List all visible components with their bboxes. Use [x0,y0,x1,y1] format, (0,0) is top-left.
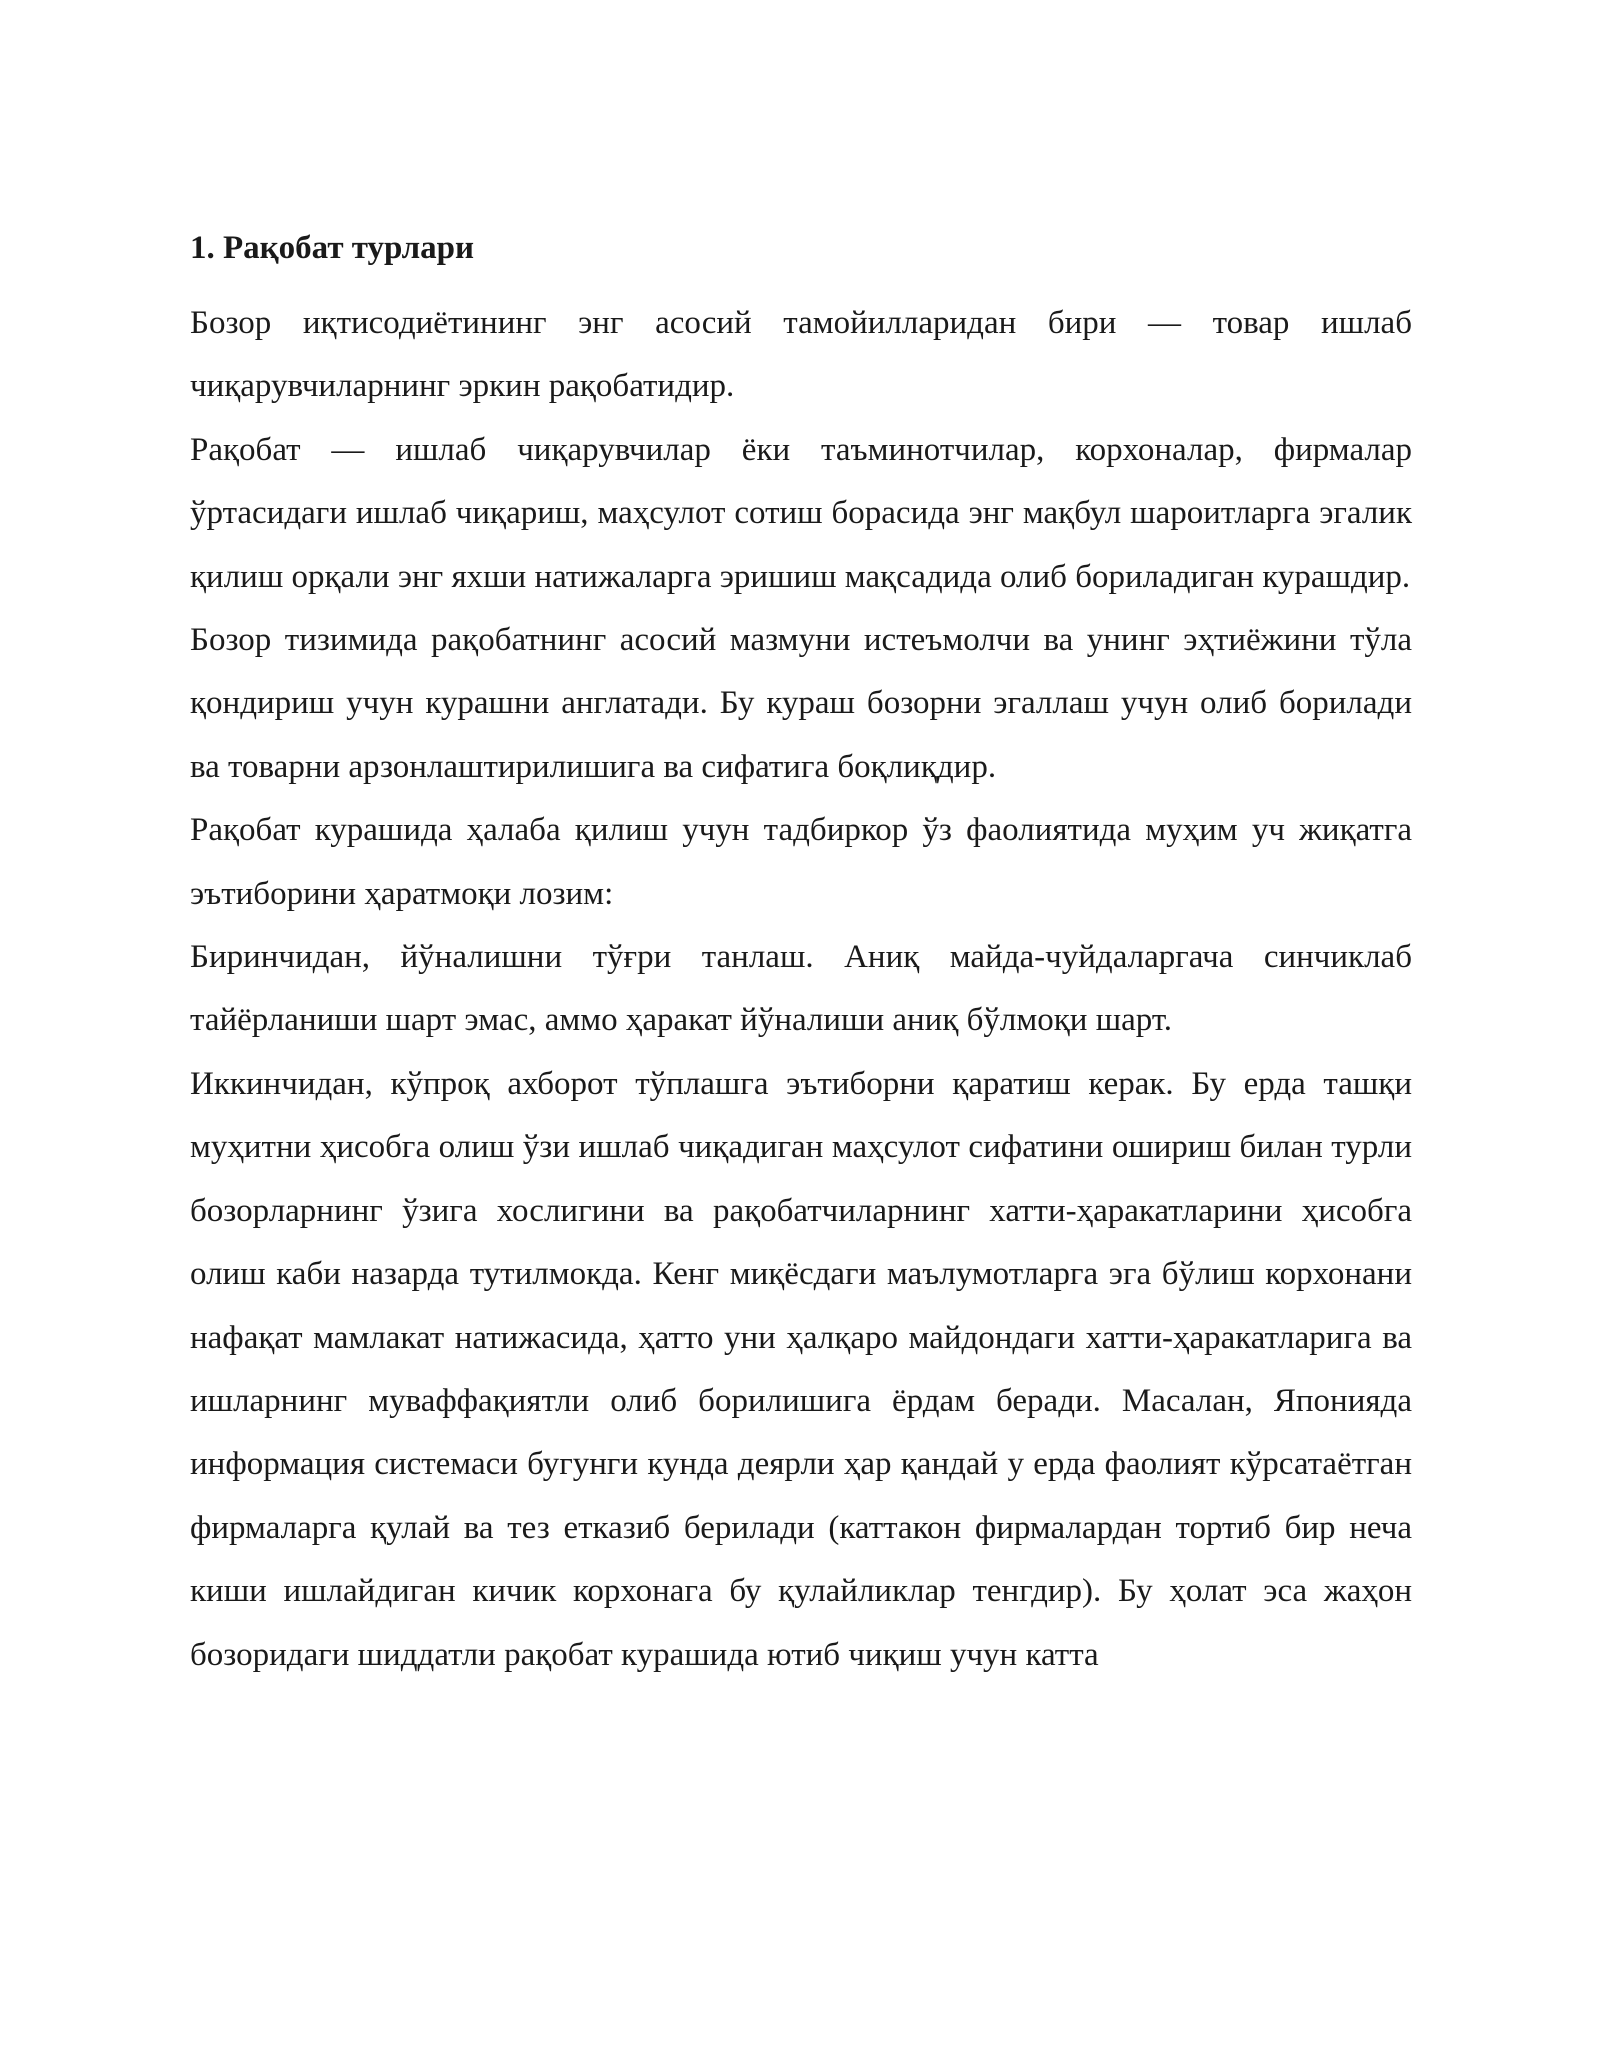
paragraph-6: Иккинчидан, кўпроқ ахборот тўплашга эътиборни қаратиш керак. Бу ерда ташқи муҳитни ҳисобга олиш ўзи ишлаб чиқадиган маҳсулот сифатини ошириш билан турли бозорларнинг ўзига хослигини ва рақобатчиларнинг хатти-ҳаракатларини ҳисобга олиш каби назарда тутилмокда. Кенг миқёсдаги маълумотларга эга бўлиш корхонани нафақат мамлакат натижасида, ҳатто уни ҳалқаро майдондаги хатти-ҳаракатларига ва ишларнинг муваффақиятли олиб борилишига ёрдам беради. Масалан, Японияда информация системаси бугунги кунда деярли ҳар қандай у ерда фаолият кўрсатаётган фирмаларга қулай ва тез етказиб берилади (каттакон фирмалардан тортиб бир неча киши ишлайдиган кичик корхонага бу қулайликлар тенгдир). Бу ҳолат эса жаҳон бозоридаги шиддатли рақобат курашида ютиб чиқиш учун катта [190,1065,1412,1673]
paragraph-4: Рақобат курашида ҳалаба қилиш учун тадбиркор ўз фаолиятида муҳим уч жиқатга эътиборини ҳаратмоқи лозим: [190,812,1412,912]
paragraph-3: Бозор тизимида рақобатнинг асосий мазмуни истеъмолчи ва унинг эҳтиёжини тўла қондириш учун курашни англатади. Бу кураш бозорни эгаллаш учун олиб борилади ва товарни арзонлаштирилишига ва сифатига боқлиқдир. [190,622,1412,785]
paragraph-5: Биринчидан, йўналишни тўғри танлаш. Аниқ майда-чуйдаларгача синчиклаб тайёрланиши шарт эмас, аммо ҳаракат йўналиши аниқ бўлмоқи шарт. [190,939,1412,1039]
document-page [190,222,1412,1687]
section-heading: 1. Рақобат турлари [190,230,474,266]
paragraph-2: Рақобат — ишлаб чиқарувчилар ёки таъминотчилар, корхоналар, фирмалар ўртасидаги ишлаб чиқариш, маҳсулот сотиш борасида энг мақбул шароитларга эгалик қилиш орқали энг яхши натижаларга эришиш мақсадида олиб бориладиган курашдир. [190,431,1412,595]
paragraph-1: Бозор иқтисодиётининг энг асосий тамойилларидан бири — товар ишлаб чиқарувчиларнинг эркин рақобатидир. [190,305,1412,405]
